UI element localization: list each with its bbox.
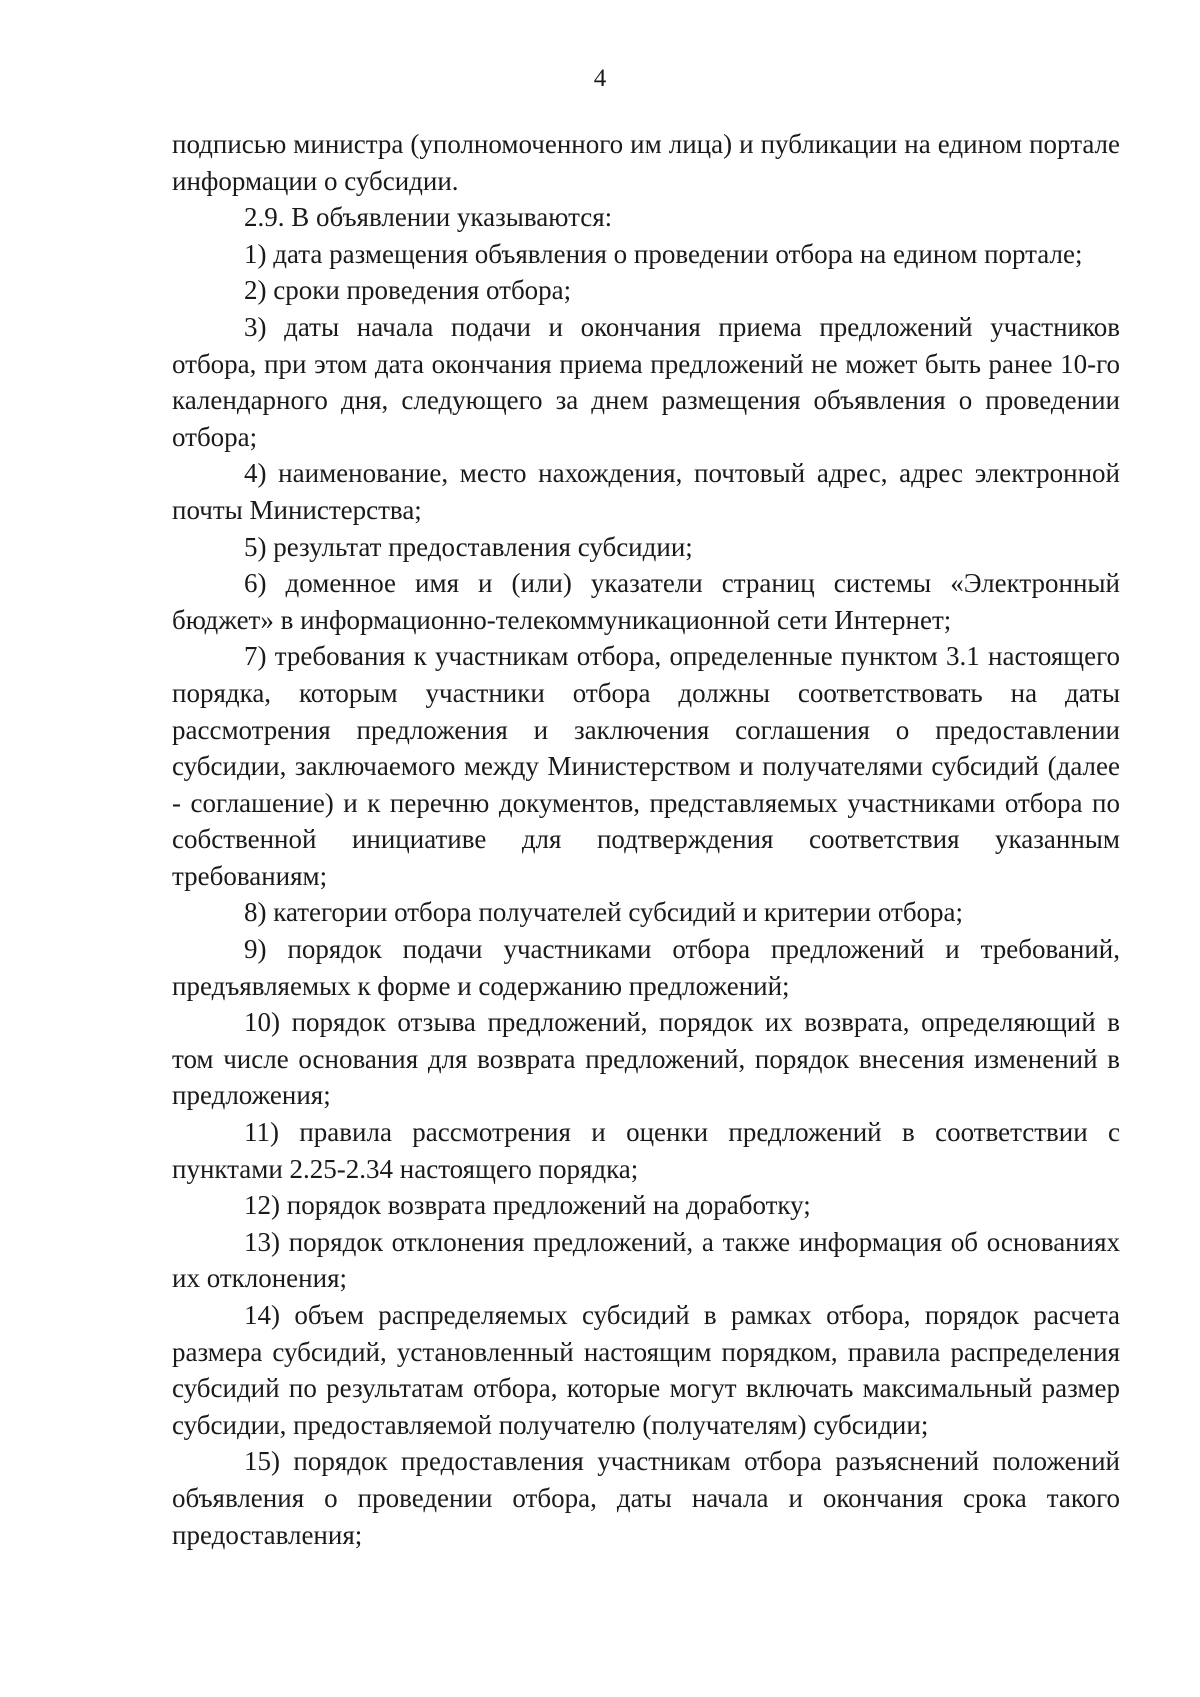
list-item-6: 6) доменное имя и (или) указатели страниц системы «Электронный бюджет» в информационно-телекоммуникационной сети Интернет; [172,568,1120,635]
list-item-7: 7) требования к участникам отбора, определенные пунктом 3.1 настоящего порядка, которым участники отбора должны соответствовать на даты рассмотрения предложения и заключения соглашения о предоставлении субсидии, заключаемого между Министерством и получателями субсидий (далее - соглашение) и к перечню документов, представляемых участниками отбора по собственной инициативе для подтверждения соответствия указанным требованиям; [172,641,1120,891]
paragraph-continuation: подписью министра (уполномоченного им лица) и публикации на едином портале информации о субсидии. [172,129,1120,196]
list-item-5: 5) результат предоставления субсидии; [244,531,693,562]
list-item-3: 3) даты начала подачи и окончания приема предложений участников отбора, при этом дата окончания приема предложений не может быть ранее 10-го календарного дня, следующего за днем размещения объявления о проведении отбора; [172,311,1120,452]
list-item-10: 10) порядок отзыва предложений, порядок их возврата, определяющий в том числе основания для возврата предложений, порядок внесения изменений в предложения; [172,1007,1120,1111]
list-item-14: 14) объем распределяемых субсидий в рамках отбора, порядок расчета размера субсидий, установленный настоящим порядком, правила распределения субсидий по результатам отбора, которые могут включать максимальный размер субсидии, предоставляемой получателю (получателям) субсидии; [172,1300,1120,1440]
list-item-15: 15) порядок предоставления участникам отбора разъяснений положений объявления о проведении отбора, даты начала и окончания срока такого предоставления; [172,1446,1120,1550]
list-item-4: 4) наименование, место нахождения, почтовый адрес, адрес электронной почты Министерства; [172,458,1120,525]
list-item-11: 11) правила рассмотрения и оценки предложений в соответствии с пунктами 2.25-2.34 настоящего порядка; [172,1117,1120,1184]
paragraph-section-heading: 2.9. В объявлении указываются: [244,202,613,233]
list-item-9: 9) порядок подачи участниками отбора предложений и требований, предъявляемых к форме и содержанию предложений; [172,934,1120,1001]
list-item-13: 13) порядок отклонения предложений, а также информация об основаниях их отклонения; [172,1226,1120,1294]
list-item-12: 12) порядок возврата предложений на доработку; [244,1190,811,1221]
list-item-1: 1) дата размещения объявления о проведении отбора на едином портале; [244,238,1083,269]
list-item-8: 8) категории отбора получателей субсидий и критерии отбора; [244,897,964,928]
document-body [172,126,1120,1553]
list-item-2: 2) сроки проведения отбора; [244,275,572,306]
page-number: 4 [593,65,607,92]
